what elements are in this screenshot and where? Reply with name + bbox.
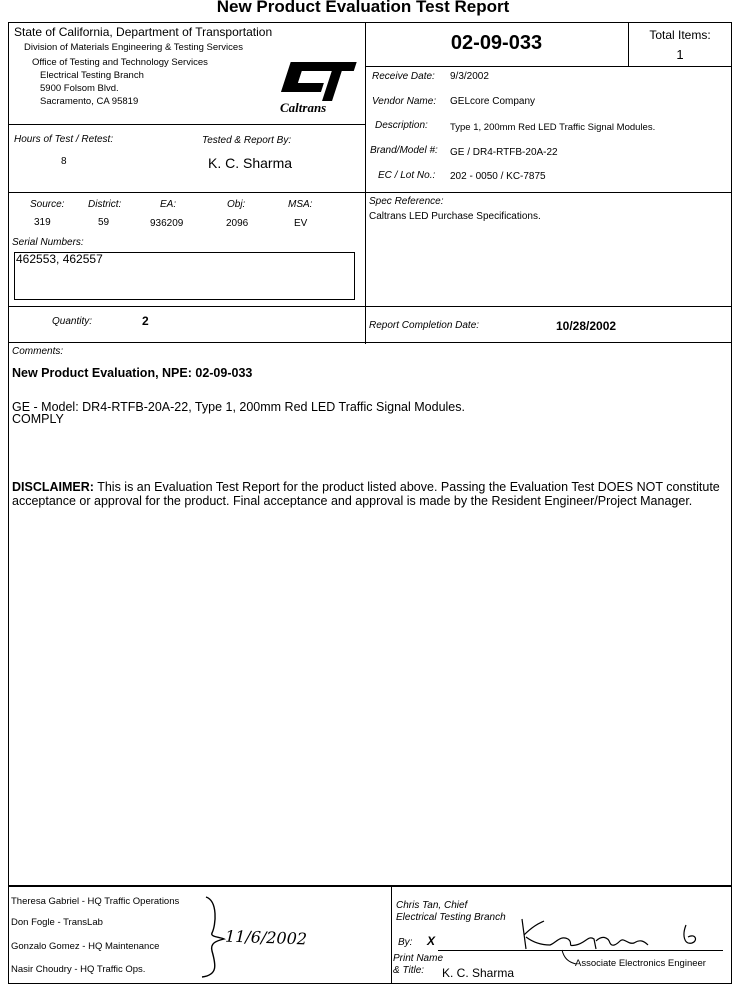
district-label: District:	[88, 199, 122, 210]
distribution-item: Nasir Choudry - HQ Traffic Ops.	[11, 964, 146, 975]
page-title: New Product Evaluation Test Report	[216, 0, 510, 16]
obj-label: Obj:	[227, 199, 246, 210]
completion-label: Report Completion Date:	[369, 320, 480, 331]
quantity-label: Quantity:	[52, 316, 93, 327]
completion-value: 10/28/2002	[556, 319, 617, 333]
tested-by-label: Tested & Report By:	[202, 135, 292, 146]
center-divider	[365, 22, 366, 344]
agency-state: State of California, Department of Transportation	[14, 25, 273, 39]
print-title-label: & Title:	[393, 965, 425, 976]
ea-value: 936209	[150, 218, 184, 229]
total-items-value: 1	[676, 47, 684, 62]
vendor-name-value: GELcore Company	[450, 96, 536, 107]
x-mark: X	[427, 934, 436, 948]
spec-label: Spec Reference:	[369, 196, 444, 207]
description-label: Description:	[375, 120, 428, 131]
brand-model-value: GE / DR4-RTFB-20A-22	[450, 147, 558, 158]
quantity-value: 2	[142, 314, 149, 328]
agency-branch: Electrical Testing Branch	[40, 70, 144, 81]
print-name-value: K. C. Sharma	[442, 966, 515, 980]
receive-date-label: Receive Date:	[372, 71, 435, 82]
receive-date-value: 9/3/2002	[450, 71, 489, 82]
agency-address2: Sacramento, CA 95819	[40, 96, 139, 107]
disclaimer	[12, 480, 724, 508]
ct-logo-icon	[270, 58, 360, 104]
footer-divider	[391, 886, 392, 984]
ec-lot-label: EC / Lot No.:	[378, 170, 436, 181]
agency-office: Office of Testing and Technology Services	[32, 57, 208, 68]
caltrans-wordmark: Caltrans	[280, 100, 327, 115]
serial-label: Serial Numbers:	[12, 237, 84, 248]
msa-label: MSA:	[288, 199, 313, 210]
agency-address1: 5900 Folsom Blvd.	[40, 83, 119, 94]
by-label: By:	[398, 937, 413, 948]
disclaimer-text: This is an Evaluation Test Report for the product listed above. Passing the Evaluation Test DOES NOT constitute acceptance or approval for the product. Final acceptance and approval is made by the Resident Engineer/Project Manager.	[12, 480, 720, 508]
serial-rule	[8, 306, 732, 307]
description-value: Type 1, 200mm Red LED Traffic Signal Modules.	[450, 122, 656, 133]
handwritten-date: 11/6/2002	[224, 926, 308, 949]
msa-value: EV	[294, 218, 308, 229]
disclaimer-label: DISCLAIMER:	[12, 480, 94, 494]
comments-heading: New Product Evaluation, NPE: 02-09-033	[12, 366, 253, 380]
print-name-label: Print Name	[393, 953, 444, 964]
source-value: 319	[34, 217, 51, 228]
completion-rule	[8, 342, 732, 343]
brand-model-label: Brand/Model #:	[370, 145, 438, 156]
distribution-item: Theresa Gabriel - HQ Traffic Operations	[11, 896, 180, 907]
handwritten-brace	[198, 895, 228, 984]
total-items-label: Total Items:	[649, 28, 711, 42]
comments-label: Comments:	[12, 346, 64, 357]
tested-by-value: K. C. Sharma	[208, 155, 293, 171]
obj-value: 2096	[226, 218, 249, 229]
distribution-item: Gonzalo Gomez - HQ Maintenance	[11, 941, 160, 952]
tester-rule	[8, 192, 732, 193]
spec-value: Caltrans LED Purchase Specifications.	[369, 211, 541, 222]
signature-icon	[516, 915, 716, 955]
chief-branch: Electrical Testing Branch	[396, 912, 506, 923]
district-value: 59	[98, 217, 110, 228]
ea-label: EA:	[160, 199, 177, 210]
report-number: 02-09-033	[450, 32, 543, 54]
title-value: Associate Electronics Engineer	[575, 958, 706, 969]
ec-lot-value: 202 - 0050 / KC-7875	[450, 171, 546, 182]
hours-label: Hours of Test / Retest:	[14, 134, 114, 145]
source-label: Source:	[30, 199, 65, 210]
agency-division: Division of Materials Engineering & Testing Services	[24, 42, 243, 53]
caltrans-logo	[270, 58, 360, 116]
brace-icon	[198, 895, 228, 979]
hours-value: 8	[61, 156, 67, 167]
signature	[516, 915, 716, 960]
report-number-rule	[365, 66, 732, 67]
chief-name: Chris Tan, Chief	[396, 900, 468, 911]
serial-value: 462553, 462557	[16, 252, 103, 266]
vendor-name-label: Vendor Name:	[372, 96, 437, 107]
comments-line1: GE - Model: DR4-RTFB-20A-22, Type 1, 200mm Red LED Traffic Signal Modules.	[12, 400, 465, 414]
comments-line2: COMPLY	[12, 412, 64, 426]
distribution-item: Don Fogle - TransLab	[11, 917, 103, 928]
agency-rule	[8, 124, 365, 125]
